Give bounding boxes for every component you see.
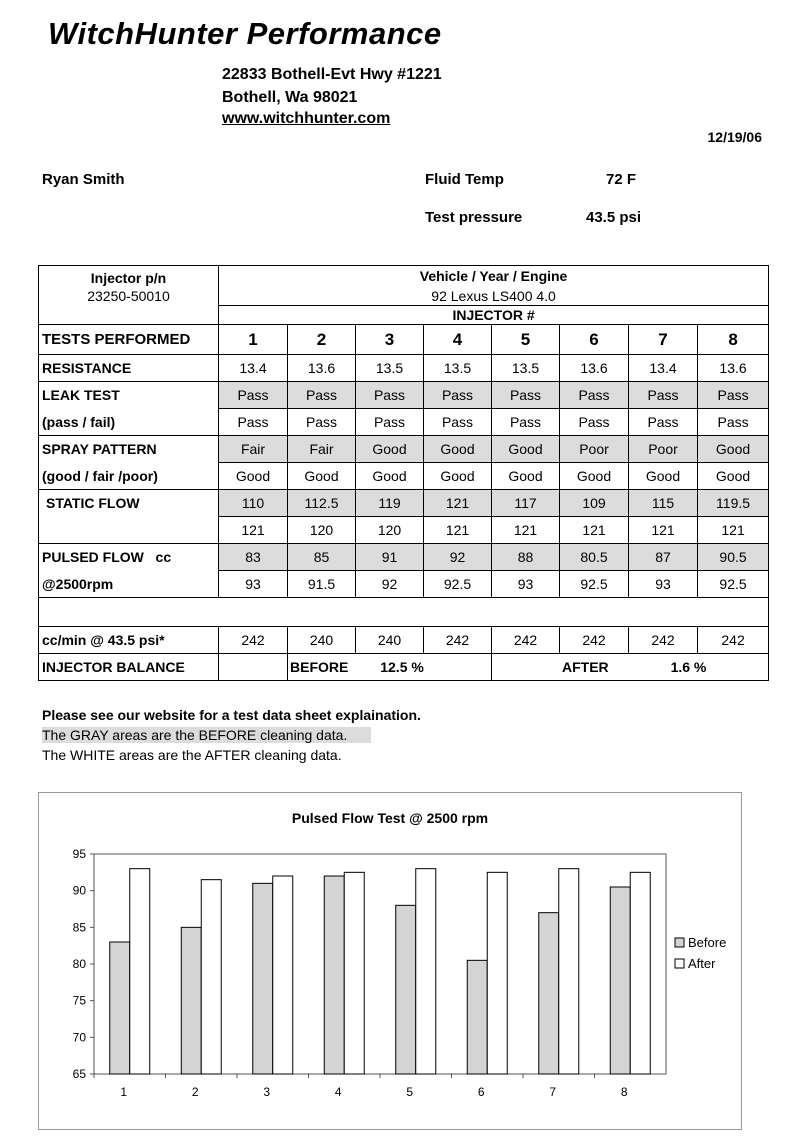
static-after-value: 120	[356, 517, 424, 544]
website-note: Please see our website for a test data sheet explaination.	[42, 707, 421, 723]
resistance-value: 13.4	[629, 355, 698, 382]
bar-after	[487, 872, 507, 1074]
vehicle-label: Vehicle / Year / Engine	[419, 268, 568, 285]
resistance-value: 13.6	[288, 355, 356, 382]
balance-before-cell	[288, 654, 492, 681]
spray-after-value: Good	[492, 463, 560, 490]
leak-before-value: Pass	[424, 382, 492, 409]
pulsed-before-value: 91	[356, 544, 424, 571]
pulsed-after-value: 92.5	[698, 571, 769, 598]
injector-number: 5	[492, 325, 560, 355]
address-line-1: 22833 Bothell-Evt Hwy #1221	[222, 66, 442, 83]
injector-number: 2	[288, 325, 356, 355]
static-after-value: 121	[219, 517, 288, 544]
leak-before-value: Pass	[288, 382, 356, 409]
pulsed-before-value: 92	[424, 544, 492, 571]
leak-after-value: Pass	[356, 409, 424, 436]
report-date: 12/19/06	[707, 129, 762, 145]
chart-title: Pulsed Flow Test @ 2500 rpm	[291, 810, 489, 826]
leak-before-value: Pass	[698, 382, 769, 409]
static-before-value: 119	[356, 490, 424, 517]
chart-svg	[39, 793, 741, 1129]
static-before-value: 110	[219, 490, 288, 517]
static-after-value: 121	[560, 517, 629, 544]
spray-after-value: Good	[698, 463, 769, 490]
ccmin-value: 240	[288, 627, 356, 654]
spray-before-value: Fair	[219, 436, 288, 463]
leak-before-value: Pass	[629, 382, 698, 409]
pulsed-after-value: 93	[219, 571, 288, 598]
injector-number: 7	[629, 325, 698, 355]
leak-test-label: LEAK TEST	[39, 382, 219, 409]
ccmin-label: cc/min @ 43.5 psi*	[39, 627, 219, 654]
spray-before-value: Fair	[288, 436, 356, 463]
injector-pn-value: 23250-50010	[87, 288, 170, 304]
bar-after	[273, 876, 293, 1074]
bar-after	[559, 869, 579, 1074]
bar-before	[396, 905, 416, 1074]
pulsed-flow-sublabel: @2500rpm	[39, 571, 219, 598]
static-before-value: 109	[560, 490, 629, 517]
spray-before-value: Poor	[560, 436, 629, 463]
spray-after-value: Good	[560, 463, 629, 490]
legend-label-before: Before	[688, 935, 727, 950]
balance-before-value: 12.5 %	[380, 659, 424, 675]
leak-test-sublabel: (pass / fail)	[39, 409, 219, 436]
y-tick-label: 95	[72, 847, 86, 861]
spray-before-value: Good	[356, 436, 424, 463]
pulsed-after-value: 92	[356, 571, 424, 598]
fluid-temp-value: 72 F	[606, 171, 637, 188]
balance-after-cell	[492, 654, 769, 681]
static-after-value: 121	[492, 517, 560, 544]
static-before-value: 121	[424, 490, 492, 517]
pulsed-before-value: 90.5	[698, 544, 769, 571]
static-after-value: 121	[629, 517, 698, 544]
ccmin-value: 242	[629, 627, 698, 654]
test-pressure-label: Test pressure	[425, 209, 523, 226]
pulsed-after-value: 92.5	[560, 571, 629, 598]
injector-number: 8	[698, 325, 769, 355]
bar-before	[539, 913, 559, 1074]
x-tick-label: 7	[549, 1085, 557, 1099]
test-pressure-value: 43.5 psi	[586, 209, 642, 226]
injector-balance-label: INJECTOR BALANCE	[39, 654, 219, 681]
ccmin-value: 242	[219, 627, 288, 654]
leak-after-value: Pass	[424, 409, 492, 436]
x-tick-label: 6	[477, 1085, 485, 1099]
plot-area	[94, 854, 666, 1074]
static-after-value: 121	[698, 517, 769, 544]
x-tick-label: 3	[263, 1085, 271, 1099]
leak-before-value: Pass	[492, 382, 560, 409]
static-flow-blank	[39, 517, 219, 544]
y-tick-label: 90	[72, 883, 86, 898]
pulsed-before-value: 88	[492, 544, 560, 571]
ccmin-value: 242	[560, 627, 629, 654]
spray-before-value: Poor	[629, 436, 698, 463]
address-line-2: Bothell, Wa 98021	[222, 89, 358, 106]
bar-before	[324, 876, 344, 1074]
pulsed-after-value: 93	[492, 571, 560, 598]
x-tick-label: 1	[120, 1085, 128, 1099]
pulsed-before-value: 83	[219, 544, 288, 571]
legend-swatch-before	[675, 938, 684, 947]
ccmin-value: 242	[424, 627, 492, 654]
legend-swatch-after	[675, 959, 684, 968]
leak-after-value: Pass	[698, 409, 769, 436]
x-tick-label: 2	[191, 1085, 199, 1099]
white-legend-note: The WHITE areas are the AFTER cleaning data.	[42, 747, 342, 763]
resistance-value: 13.6	[698, 355, 769, 382]
vehicle-value-cell	[219, 286, 769, 305]
spray-after-value: Good	[629, 463, 698, 490]
balance-after-value: 1.6 %	[670, 659, 707, 675]
spray-after-value: Good	[288, 463, 356, 490]
pulsed-before-value: 85	[288, 544, 356, 571]
static-before-value: 112.5	[288, 490, 356, 517]
legend-label-after: After	[688, 956, 716, 971]
spacer-row	[39, 598, 769, 627]
vehicle-label-cell	[219, 266, 769, 287]
bar-before	[253, 883, 273, 1074]
static-after-value: 121	[424, 517, 492, 544]
balance-blank-cell	[219, 654, 288, 681]
vehicle-value: 92 Lexus LS400 4.0	[431, 287, 556, 304]
bar-after	[201, 880, 221, 1074]
injector-number: 1	[219, 325, 288, 355]
leak-after-value: Pass	[492, 409, 560, 436]
ccmin-value: 242	[698, 627, 769, 654]
x-tick-label: 4	[334, 1085, 342, 1099]
injector-pn-cell	[39, 266, 219, 325]
bar-before	[181, 927, 201, 1074]
bar-before	[610, 887, 630, 1074]
leak-before-value: Pass	[356, 382, 424, 409]
injector-pn-label: Injector p/n	[90, 270, 167, 286]
spray-before-value: Good	[492, 436, 560, 463]
spray-before-value: Good	[698, 436, 769, 463]
injector-num-label: INJECTOR #	[452, 306, 535, 323]
bar-after	[416, 869, 436, 1074]
company-brand: WitchHunter Performance	[48, 16, 442, 51]
pulsed-after-value: 91.5	[288, 571, 356, 598]
resistance-value: 13.4	[219, 355, 288, 382]
x-tick-label: 5	[406, 1085, 414, 1099]
tests-performed-label: TESTS PERFORMED	[39, 325, 219, 355]
leak-after-value: Pass	[560, 409, 629, 436]
spray-after-value: Good	[219, 463, 288, 490]
bar-after	[630, 872, 650, 1074]
pulsed-flow-label: PULSED FLOW cc	[39, 544, 219, 571]
customer-name: Ryan Smith	[42, 171, 125, 188]
website-link[interactable]: www.witchhunter.com	[222, 110, 391, 127]
balance-before-label: BEFORE	[290, 659, 349, 675]
static-before-value: 119.5	[698, 490, 769, 517]
static-flow-label: STATIC FLOW	[39, 490, 219, 517]
resistance-value: 13.5	[356, 355, 424, 382]
bar-before	[467, 960, 487, 1074]
bar-before	[110, 942, 130, 1074]
static-before-value: 115	[629, 490, 698, 517]
ccmin-value: 242	[492, 627, 560, 654]
y-tick-label: 65	[72, 1067, 86, 1081]
leak-before-value: Pass	[560, 382, 629, 409]
injector-number: 6	[560, 325, 629, 355]
x-tick-label: 8	[620, 1085, 628, 1099]
spray-after-value: Good	[356, 463, 424, 490]
ccmin-value: 240	[356, 627, 424, 654]
balance-after-label: AFTER	[562, 659, 609, 675]
leak-after-value: Pass	[288, 409, 356, 436]
spray-before-value: Good	[424, 436, 492, 463]
resistance-label: RESISTANCE	[39, 355, 219, 382]
bar-after	[344, 872, 364, 1074]
y-tick-label: 85	[72, 920, 86, 935]
pulsed-before-value: 80.5	[560, 544, 629, 571]
injector-number: 3	[356, 325, 424, 355]
injector-test-table	[38, 265, 769, 681]
fluid-temp-label: Fluid Temp	[425, 171, 504, 188]
pulsed-before-value: 87	[629, 544, 698, 571]
static-after-value: 120	[288, 517, 356, 544]
leak-before-value: Pass	[219, 382, 288, 409]
resistance-value: 13.5	[424, 355, 492, 382]
spray-pattern-sublabel: (good / fair /poor)	[39, 463, 219, 490]
resistance-value: 13.5	[492, 355, 560, 382]
spray-after-value: Good	[424, 463, 492, 490]
pulsed-after-value: 93	[629, 571, 698, 598]
pulsed-flow-chart	[38, 792, 742, 1130]
injector-number: 4	[424, 325, 492, 355]
pulsed-after-value: 92.5	[424, 571, 492, 598]
y-tick-label: 80	[72, 957, 86, 971]
resistance-value: 13.6	[560, 355, 629, 382]
spray-pattern-label: SPRAY PATTERN	[39, 436, 219, 463]
leak-after-value: Pass	[219, 409, 288, 436]
injector-num-cell	[219, 305, 769, 324]
leak-after-value: Pass	[629, 409, 698, 436]
y-tick-label: 70	[72, 1030, 86, 1045]
y-tick-label: 75	[72, 993, 86, 1008]
bar-after	[130, 869, 150, 1074]
static-before-value: 117	[492, 490, 560, 517]
gray-legend-note: The GRAY areas are the BEFORE cleaning data.	[42, 727, 371, 743]
